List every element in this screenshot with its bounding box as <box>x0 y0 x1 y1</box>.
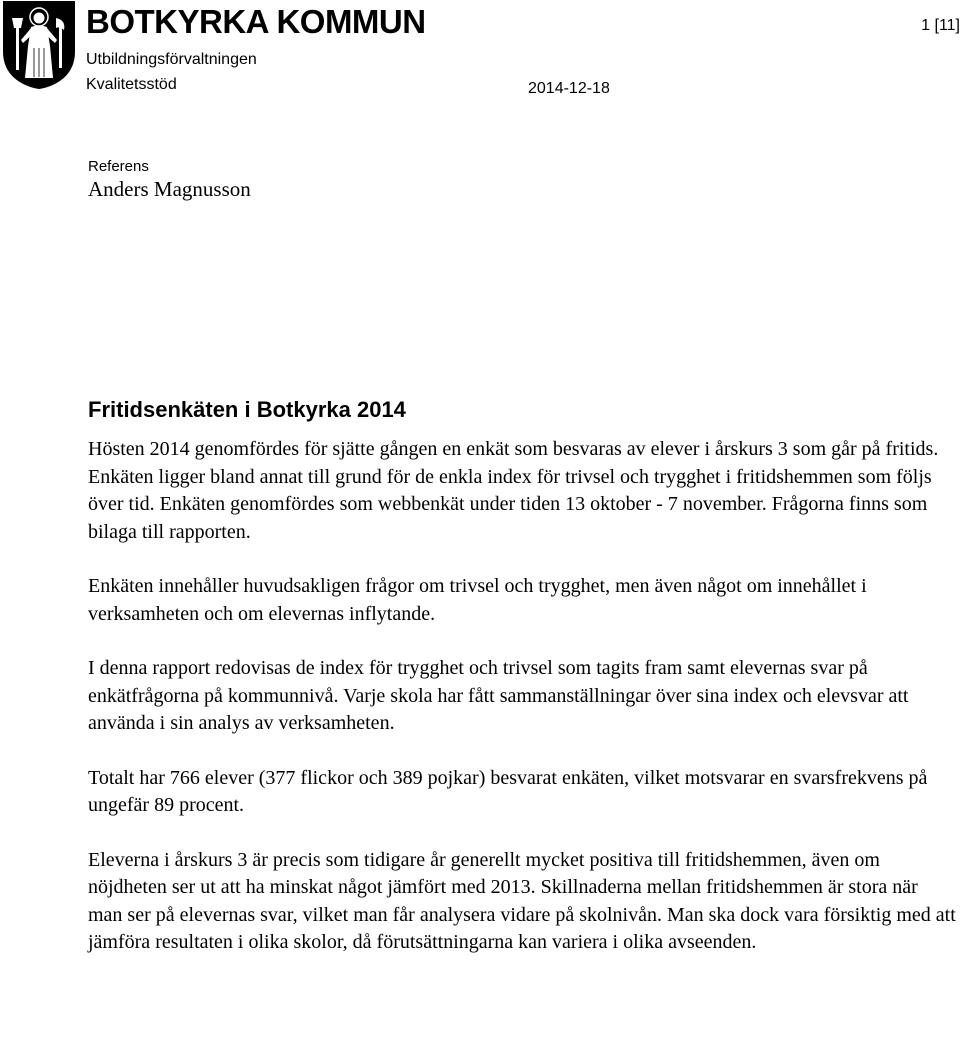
body-paragraph: Eleverna i årskurs 3 är precis som tidigare år generellt mycket positiva till fritidshemmen, även om nöjdheten ser ut att ha minskat något jämfört med 2013. Skillnaderna mellan fritidshemmen är stora när man ser på elevernas svar, vilket man får analysera vidare på skolnivån. Man ska dock vara försiktig med att jämföra resultaten i olika skolor, då förutsättningarna kan variera i olika avseenden. <box>88 848 956 953</box>
body-paragraph: I denna rapport redovisas de index för trygghet och trivsel som tagits fram samt elevernas svar på enkätfrågorna på kommunnivå. Varje skola har fått sammanställningar över sina index och elevsvar att använda i sin analys av verksamheten. <box>88 657 909 734</box>
body-paragraph: Hösten 2014 genomfördes för sjätte gången en enkät som besvaras av elever i årskurs 3 som går på fritids. Enkäten ligger bland annat till grund för de enkla index för trivsel och trygghet i fritidshemmen som följs över tid. Enkäten genomfördes som webbenkät under tiden 13 oktober - 7 november. Frågorna finns som bilaga till rapporten. <box>88 438 939 543</box>
department-name: Utbildningsförvaltningen <box>86 51 257 68</box>
page-number: 1 [11] <box>921 17 960 34</box>
body-paragraph: Enkäten innehåller huvudsakligen frågor om trivsel och trygghet, men även något om innehållet i verksamheten och om elevernas inflytande. <box>88 575 867 625</box>
reference-name: Anders Magnusson <box>88 177 251 201</box>
document-body <box>88 436 956 984</box>
body-paragraph: Totalt har 766 elever (377 flickor och 389 pojkar) besvarat enkäten, vilket motsvarar en svarsfrekvens på ungefär 89 procent. <box>88 766 928 816</box>
document-title: Fritidsenkäten i Botkyrka 2014 <box>88 397 406 422</box>
unit-name: Kvalitetsstöd <box>86 76 177 93</box>
document-date: 2014-12-18 <box>528 80 610 97</box>
reference-label: Referens <box>88 158 149 175</box>
municipal-crest-icon <box>2 0 76 90</box>
org-name: BOTKYRKA KOMMUN <box>86 3 426 40</box>
